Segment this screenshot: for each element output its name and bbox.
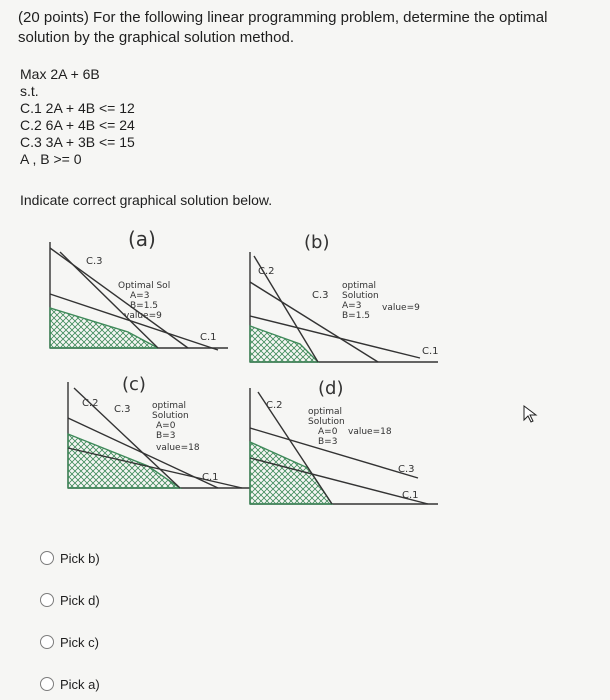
option-label: Pick a) — [60, 676, 100, 692]
panel-d-label: (d) — [318, 378, 344, 399]
objective-function: Max 2A + 6B — [20, 66, 100, 82]
panel-a-label: (a) — [128, 227, 156, 251]
panel-c-c2-tag: C.2 — [82, 398, 99, 409]
handwritten-graphs — [18, 222, 458, 522]
option-label: Pick d) — [60, 592, 100, 608]
constraint-c2: C.2 6A + 4B <= 24 — [20, 117, 135, 133]
panel-a-c3-tag: C.3 — [86, 256, 103, 267]
constraint-c1: C.1 2A + 4B <= 12 — [20, 100, 135, 116]
lp-formulation — [20, 66, 135, 168]
option-pick-d[interactable] — [40, 590, 100, 610]
panel-d-note-2: Solution — [308, 417, 345, 427]
option-label: Pick b) — [60, 550, 100, 566]
panel-b-c1-tag: C.1 — [422, 346, 439, 357]
radio-icon[interactable] — [40, 593, 54, 607]
panel-c-note-2: Solution — [152, 411, 189, 421]
panel-d-c3-tag: C.3 — [398, 464, 415, 475]
panel-c-note-3: A=0 — [156, 421, 176, 431]
panel-b-note-4: B=1.5 — [342, 311, 371, 321]
instruction-prompt: Indicate correct graphical solution below. — [20, 192, 273, 208]
panel-a-c1-tag: C.1 — [200, 332, 217, 343]
option-label: Pick c) — [60, 634, 99, 650]
panel-d-c2-tag: C.2 — [266, 400, 283, 411]
panel-b-note-2: Solution — [342, 291, 379, 301]
panel-c-c3-tag: C.3 — [114, 404, 131, 415]
panel-b-c2-tag: C.2 — [258, 266, 275, 277]
radio-icon[interactable] — [40, 635, 54, 649]
question-title: (20 points) For the following linear programming problem, determine the optimal solution by the graphical solution method. — [18, 9, 548, 46]
panel-b-label: (b) — [304, 232, 330, 253]
nonnegativity-constraint: A , B >= 0 — [20, 151, 82, 167]
panel-d-note-3: A=0 — [318, 427, 338, 437]
option-pick-b[interactable] — [40, 548, 100, 568]
panel-a-note-4: value=9 — [124, 311, 162, 321]
panel-a-note-1: Optimal Sol — [118, 281, 171, 291]
panel-d-c1-tag: C.1 — [402, 490, 419, 501]
panel-c-label: (c) — [122, 374, 146, 395]
panel-b-value: value=9 — [382, 303, 420, 313]
panel-a-note-2: A=3 — [130, 291, 150, 301]
option-pick-c[interactable] — [40, 632, 99, 652]
constraint-c3: C.3 3A + 3B <= 15 — [20, 134, 135, 150]
subject-to-label: s.t. — [20, 83, 39, 99]
panel-c-c1-tag: C.1 — [202, 472, 219, 483]
panel-d-note-4: B=3 — [318, 437, 338, 447]
panel-c-note-4: B=3 — [156, 431, 176, 441]
graphical-solutions-figure — [18, 222, 458, 522]
panel-d-feasible-region — [250, 442, 332, 504]
panel-c-note-1: optimal — [152, 401, 187, 411]
panel-d-note-1: optimal — [308, 407, 343, 417]
panel-d-value: value=18 — [348, 427, 392, 437]
panel-a-note-3: B=1.5 — [130, 301, 159, 311]
panel-c-value: value=18 — [156, 443, 200, 453]
panel-b-c3-tag: C.3 — [312, 290, 329, 301]
option-pick-a[interactable] — [40, 674, 100, 694]
mouse-cursor-icon — [523, 405, 539, 428]
radio-icon[interactable] — [40, 677, 54, 691]
radio-icon[interactable] — [40, 551, 54, 565]
panel-b-note-1: optimal — [342, 281, 377, 291]
panel-b-note-3: A=3 — [342, 301, 362, 311]
